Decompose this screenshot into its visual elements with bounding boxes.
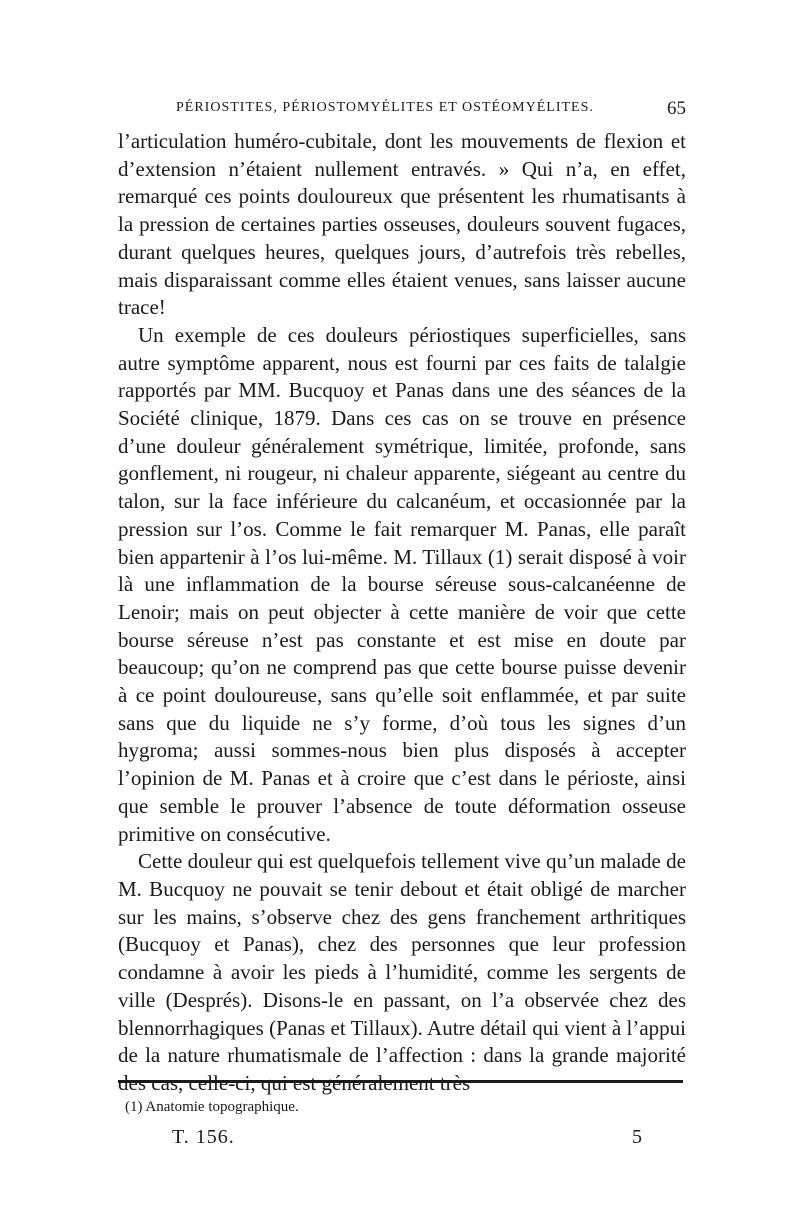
sheet-number: 5: [632, 1126, 642, 1148]
footnote-divider: [118, 1080, 683, 1083]
paragraph-3: Cette douleur qui est quelquefois tellement vive qu’un malade de M. Bucquoy ne pouvait se tenir debout et était obligé de marcher sur les mains, s’observe chez des gens franchement arthritiques (Bucquoy et Panas), chez des personnes que leur profession condamne à avoir les pieds à l’humidité, comme les sergents de ville (Després). Disons-le en passant, on l’a observée chez des blennorrhagiques (Panas et Tillaux). Autre détail qui vient à l’appui de la nature rhumatismale de l’affection : dans la grande majorité: [118, 849, 686, 1068]
footnote: (1) Anatomie topographique.: [125, 1099, 299, 1115]
paragraph-2: Un exemple de ces douleurs périostiques superficielles, sans autre symptôme apparent, nous est fourni par ces faits de talalgie rapportés par MM. Bucquoy et Panas dans une des séances de la Société clinique, 1879. Dans ces cas on se trouve en présence d’une douleur généralement symétrique, limitée, profonde, sans gonflement, ni rougeur, ni chaleur apparente, siégeant au centre du talon, sur la face inférieure du calcanéum, et occasionnée par la pression sur l’os. Comme le fait remarquer M. Panas, elle paraît bien appartenir à l’os lui-même. M. Tillaux (1) serait disposé à voir là une inflammation de la bourse séreuse sous-calcanéenne de Lenoir; mais on peut objecter à cette manière de voir que cette bourse séreuse n’est pas constante et est mise en doute par beaucoup; qu’on ne comprend pas que cette bourse puisse devenir à ce point douloureuse, sans qu’elle soit enflammée, et par suite sans que du liquide ne s’y forme, d’où tous les signes d’un hygroma; aussi sommes-nous bien plus disposés à accepter l’opinion de M. Panas et à croire que c’est dans le périoste, ainsi que semble le prouver l’absence de toute déformation osseuse primitive on consécutive.: [118, 322, 686, 846]
body-text: [118, 128, 686, 1098]
page-number: 65: [667, 98, 686, 119]
page-header: [118, 100, 686, 124]
paragraph-1: l’articulation huméro-cubitale, dont les mouvements de flexion et d’extension n’étaient nullement entravés. » Qui n’a, en effet, remarqué ces points douloureux que présentent les rhumatisants à la pression de certaines parties osseuses, douleurs souvent fugaces, durant quelques heures, quelques jours, d’autrefois très rebelles, mais disparaissant comme elles étaient venues, sans laisser aucune trace!: [118, 129, 686, 320]
volume-signature: T. 156.: [172, 1126, 235, 1148]
running-title: PÉRIOSTITES, PÉRIOSTOMYÉLITES ET OSTÉOMYÉLITES.: [176, 100, 594, 115]
